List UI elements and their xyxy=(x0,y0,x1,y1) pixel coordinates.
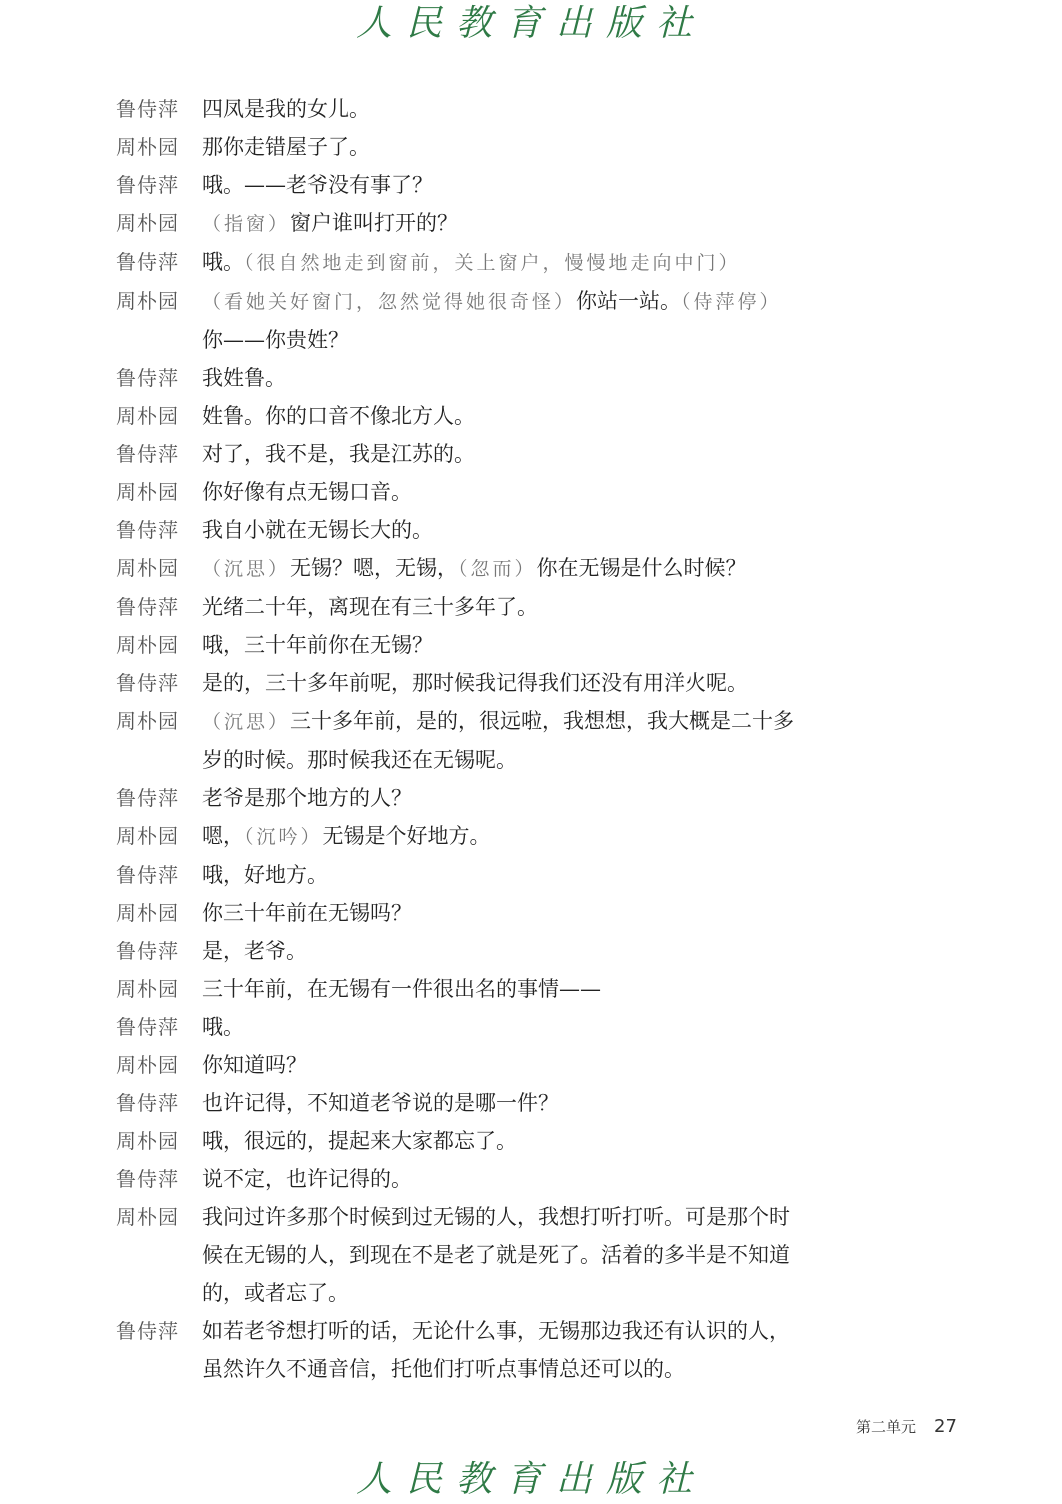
dialogue-text xyxy=(202,702,806,779)
dialogue-line xyxy=(116,511,806,549)
dialogue-line xyxy=(116,1122,806,1160)
speaker-name: 周朴园 xyxy=(116,404,179,428)
dialogue-line xyxy=(116,128,806,166)
stage-direction: （看她关好窗门，忽然觉得她很奇怪） xyxy=(202,291,577,313)
dialogue-text xyxy=(202,282,806,359)
speaker-name: 周朴园 xyxy=(116,901,179,925)
dialogue-line xyxy=(116,1046,806,1084)
spoken-text: 你——你贵姓？ xyxy=(202,328,349,352)
spoken-text: 光绪二十年，离现在有三十多年了。 xyxy=(202,595,538,619)
dialogue-script xyxy=(116,90,806,1388)
dialogue-text xyxy=(202,626,806,664)
dialogue-line xyxy=(116,817,806,856)
spoken-text: 是的，三十多年前呢，那时候我记得我们还没有用洋火呢。 xyxy=(202,671,748,695)
dialogue-line xyxy=(116,702,806,779)
dialogue-line xyxy=(116,932,806,970)
dialogue-text xyxy=(202,473,806,511)
stage-direction: （忽而） xyxy=(458,558,537,580)
spoken-text: 如若老爷想打听的话，无论什么事，无锡那边我还有认识的人，虽然许久不通音信，托他们打听点事情总还可以的。 xyxy=(202,1319,790,1381)
dialogue-line xyxy=(116,588,806,626)
speaker-name: 鲁侍萍 xyxy=(116,518,179,542)
page-footer xyxy=(856,1416,957,1437)
dialogue-text xyxy=(202,588,806,626)
dialogue-text xyxy=(202,817,806,856)
dialogue-text xyxy=(202,204,806,243)
speaker-name: 周朴园 xyxy=(116,480,179,504)
spoken-text: 那你走错屋子了。 xyxy=(202,135,370,159)
spoken-text: 哦。——老爷没有事了？ xyxy=(202,173,433,197)
spoken-text: 无锡是个好地方。 xyxy=(322,824,491,848)
dialogue-line xyxy=(116,435,806,473)
speaker-name: 周朴园 xyxy=(116,289,179,313)
spoken-text: 你站一站。 xyxy=(576,289,682,313)
dialogue-line xyxy=(116,1198,806,1312)
speaker-name: 鲁侍萍 xyxy=(116,671,179,695)
dialogue-text xyxy=(202,1084,806,1122)
stage-direction: （沉思） xyxy=(202,711,291,733)
dialogue-text xyxy=(202,1160,806,1198)
spoken-text: 你在无锡是什么时候？ xyxy=(536,556,747,580)
dialogue-line xyxy=(116,664,806,702)
dialogue-line xyxy=(116,166,806,204)
speaker-name: 鲁侍萍 xyxy=(116,442,179,466)
speaker-name: 鲁侍萍 xyxy=(116,250,179,274)
dialogue-text xyxy=(202,779,806,817)
speaker-name: 鲁侍萍 xyxy=(116,1091,179,1115)
speaker-name: 周朴园 xyxy=(116,1053,179,1077)
dialogue-text xyxy=(202,1198,806,1312)
spoken-text: 无锡？嗯，无锡， xyxy=(290,556,459,580)
dialogue-text xyxy=(202,1312,806,1388)
dialogue-text xyxy=(202,664,806,702)
dialogue-line xyxy=(116,90,806,128)
spoken-text: 三十多年前，是的，很远啦，我想想，我大概是二十多岁的时候。那时候我还在无锡呢。 xyxy=(202,709,795,772)
speaker-name: 周朴园 xyxy=(116,1205,179,1229)
speaker-name: 鲁侍萍 xyxy=(116,1015,179,1039)
dialogue-line xyxy=(116,473,806,511)
dialogue-line xyxy=(116,549,806,588)
spoken-text: 我自小就在无锡长大的。 xyxy=(202,518,433,542)
spoken-text: 窗户谁叫打开的？ xyxy=(290,211,459,235)
dialogue-text xyxy=(202,970,806,1008)
publisher-watermark-bottom: 人民教育出版社 xyxy=(355,1459,706,1500)
publisher-watermark-top: 人民教育出版社 xyxy=(355,3,706,44)
spoken-text: 是，老爷。 xyxy=(202,939,307,963)
speaker-name: 周朴园 xyxy=(116,135,179,159)
dialogue-text xyxy=(202,1008,806,1046)
dialogue-text xyxy=(202,397,806,435)
spoken-text: 你好像有点无锡口音。 xyxy=(202,480,412,504)
dialogue-line xyxy=(116,856,806,894)
stage-direction: （指窗） xyxy=(202,213,291,235)
dialogue-line xyxy=(116,1084,806,1122)
dialogue-line xyxy=(116,243,806,282)
speaker-name: 鲁侍萍 xyxy=(116,939,179,963)
dialogue-text xyxy=(202,549,806,588)
dialogue-line xyxy=(116,1008,806,1046)
speaker-name: 周朴园 xyxy=(116,709,179,733)
stage-direction: （很自然地走到窗前，关上窗户，慢慢地走向中门） xyxy=(244,252,741,274)
speaker-name: 周朴园 xyxy=(116,824,179,848)
dialogue-text xyxy=(202,511,806,549)
spoken-text: 我姓鲁。 xyxy=(202,366,286,390)
dialogue-text xyxy=(202,1046,806,1084)
speaker-name: 周朴园 xyxy=(116,633,179,657)
dialogue-text xyxy=(202,1122,806,1160)
speaker-name: 鲁侍萍 xyxy=(116,173,179,197)
spoken-text: 姓鲁。你的口音不像北方人。 xyxy=(202,404,475,428)
spoken-text: 哦。 xyxy=(202,1015,244,1039)
dialogue-line xyxy=(116,397,806,435)
stage-direction: （侍萍停） xyxy=(681,291,782,313)
speaker-name: 周朴园 xyxy=(116,556,179,580)
speaker-name: 周朴园 xyxy=(116,211,179,235)
spoken-text: 我问过许多那个时候到过无锡的人，我想打听打听。可是那个时候在无锡的人，到现在不是老了就是死了。活着的多半是不知道的，或者忘了。 xyxy=(202,1205,790,1305)
stage-direction: （沉吟） xyxy=(244,826,323,848)
spoken-text: 老爷是那个地方的人？ xyxy=(202,786,412,810)
spoken-text: 你知道吗？ xyxy=(202,1053,307,1077)
spoken-text: 哦，很远的，提起来大家都忘了。 xyxy=(202,1129,517,1153)
dialogue-text xyxy=(202,932,806,970)
dialogue-line xyxy=(116,204,806,243)
spoken-text: 也许记得，不知道老爷说的是哪一件？ xyxy=(202,1091,559,1115)
speaker-name: 鲁侍萍 xyxy=(116,1319,179,1343)
dialogue-text xyxy=(202,243,806,282)
spoken-text: 说不定，也许记得的。 xyxy=(202,1167,412,1191)
dialogue-line xyxy=(116,779,806,817)
stage-direction: （沉思） xyxy=(202,558,291,580)
spoken-text: 对了，我不是，我是江苏的。 xyxy=(202,442,475,466)
spoken-text: 哦。 xyxy=(202,250,244,274)
dialogue-text xyxy=(202,435,806,473)
dialogue-text xyxy=(202,894,806,932)
speaker-name: 鲁侍萍 xyxy=(116,786,179,810)
dialogue-text xyxy=(202,166,806,204)
speaker-name: 鲁侍萍 xyxy=(116,366,179,390)
dialogue-line xyxy=(116,1160,806,1198)
dialogue-text xyxy=(202,856,806,894)
spoken-text: 哦，好地方。 xyxy=(202,863,328,887)
spoken-text: 三十年前，在无锡有一件很出名的事情—— xyxy=(202,977,601,1001)
dialogue-text xyxy=(202,359,806,397)
speaker-name: 周朴园 xyxy=(116,1129,179,1153)
speaker-name: 鲁侍萍 xyxy=(116,863,179,887)
dialogue-line xyxy=(116,359,806,397)
speaker-name: 鲁侍萍 xyxy=(116,1167,179,1191)
speaker-name: 鲁侍萍 xyxy=(116,97,179,121)
unit-label: 第二单元 xyxy=(856,1418,917,1436)
dialogue-line xyxy=(116,282,806,359)
spoken-text: 哦，三十年前你在无锡？ xyxy=(202,633,433,657)
spoken-text: 嗯， xyxy=(202,824,244,848)
dialogue-text xyxy=(202,128,806,166)
dialogue-line xyxy=(116,894,806,932)
page-number: 27 xyxy=(934,1416,957,1437)
spoken-text: 你三十年前在无锡吗？ xyxy=(202,901,412,925)
dialogue-line xyxy=(116,1312,806,1388)
dialogue-text xyxy=(202,90,806,128)
speaker-name: 周朴园 xyxy=(116,977,179,1001)
speaker-name: 鲁侍萍 xyxy=(116,595,179,619)
dialogue-line xyxy=(116,626,806,664)
dialogue-line xyxy=(116,970,806,1008)
spoken-text: 四凤是我的女儿。 xyxy=(202,97,370,121)
